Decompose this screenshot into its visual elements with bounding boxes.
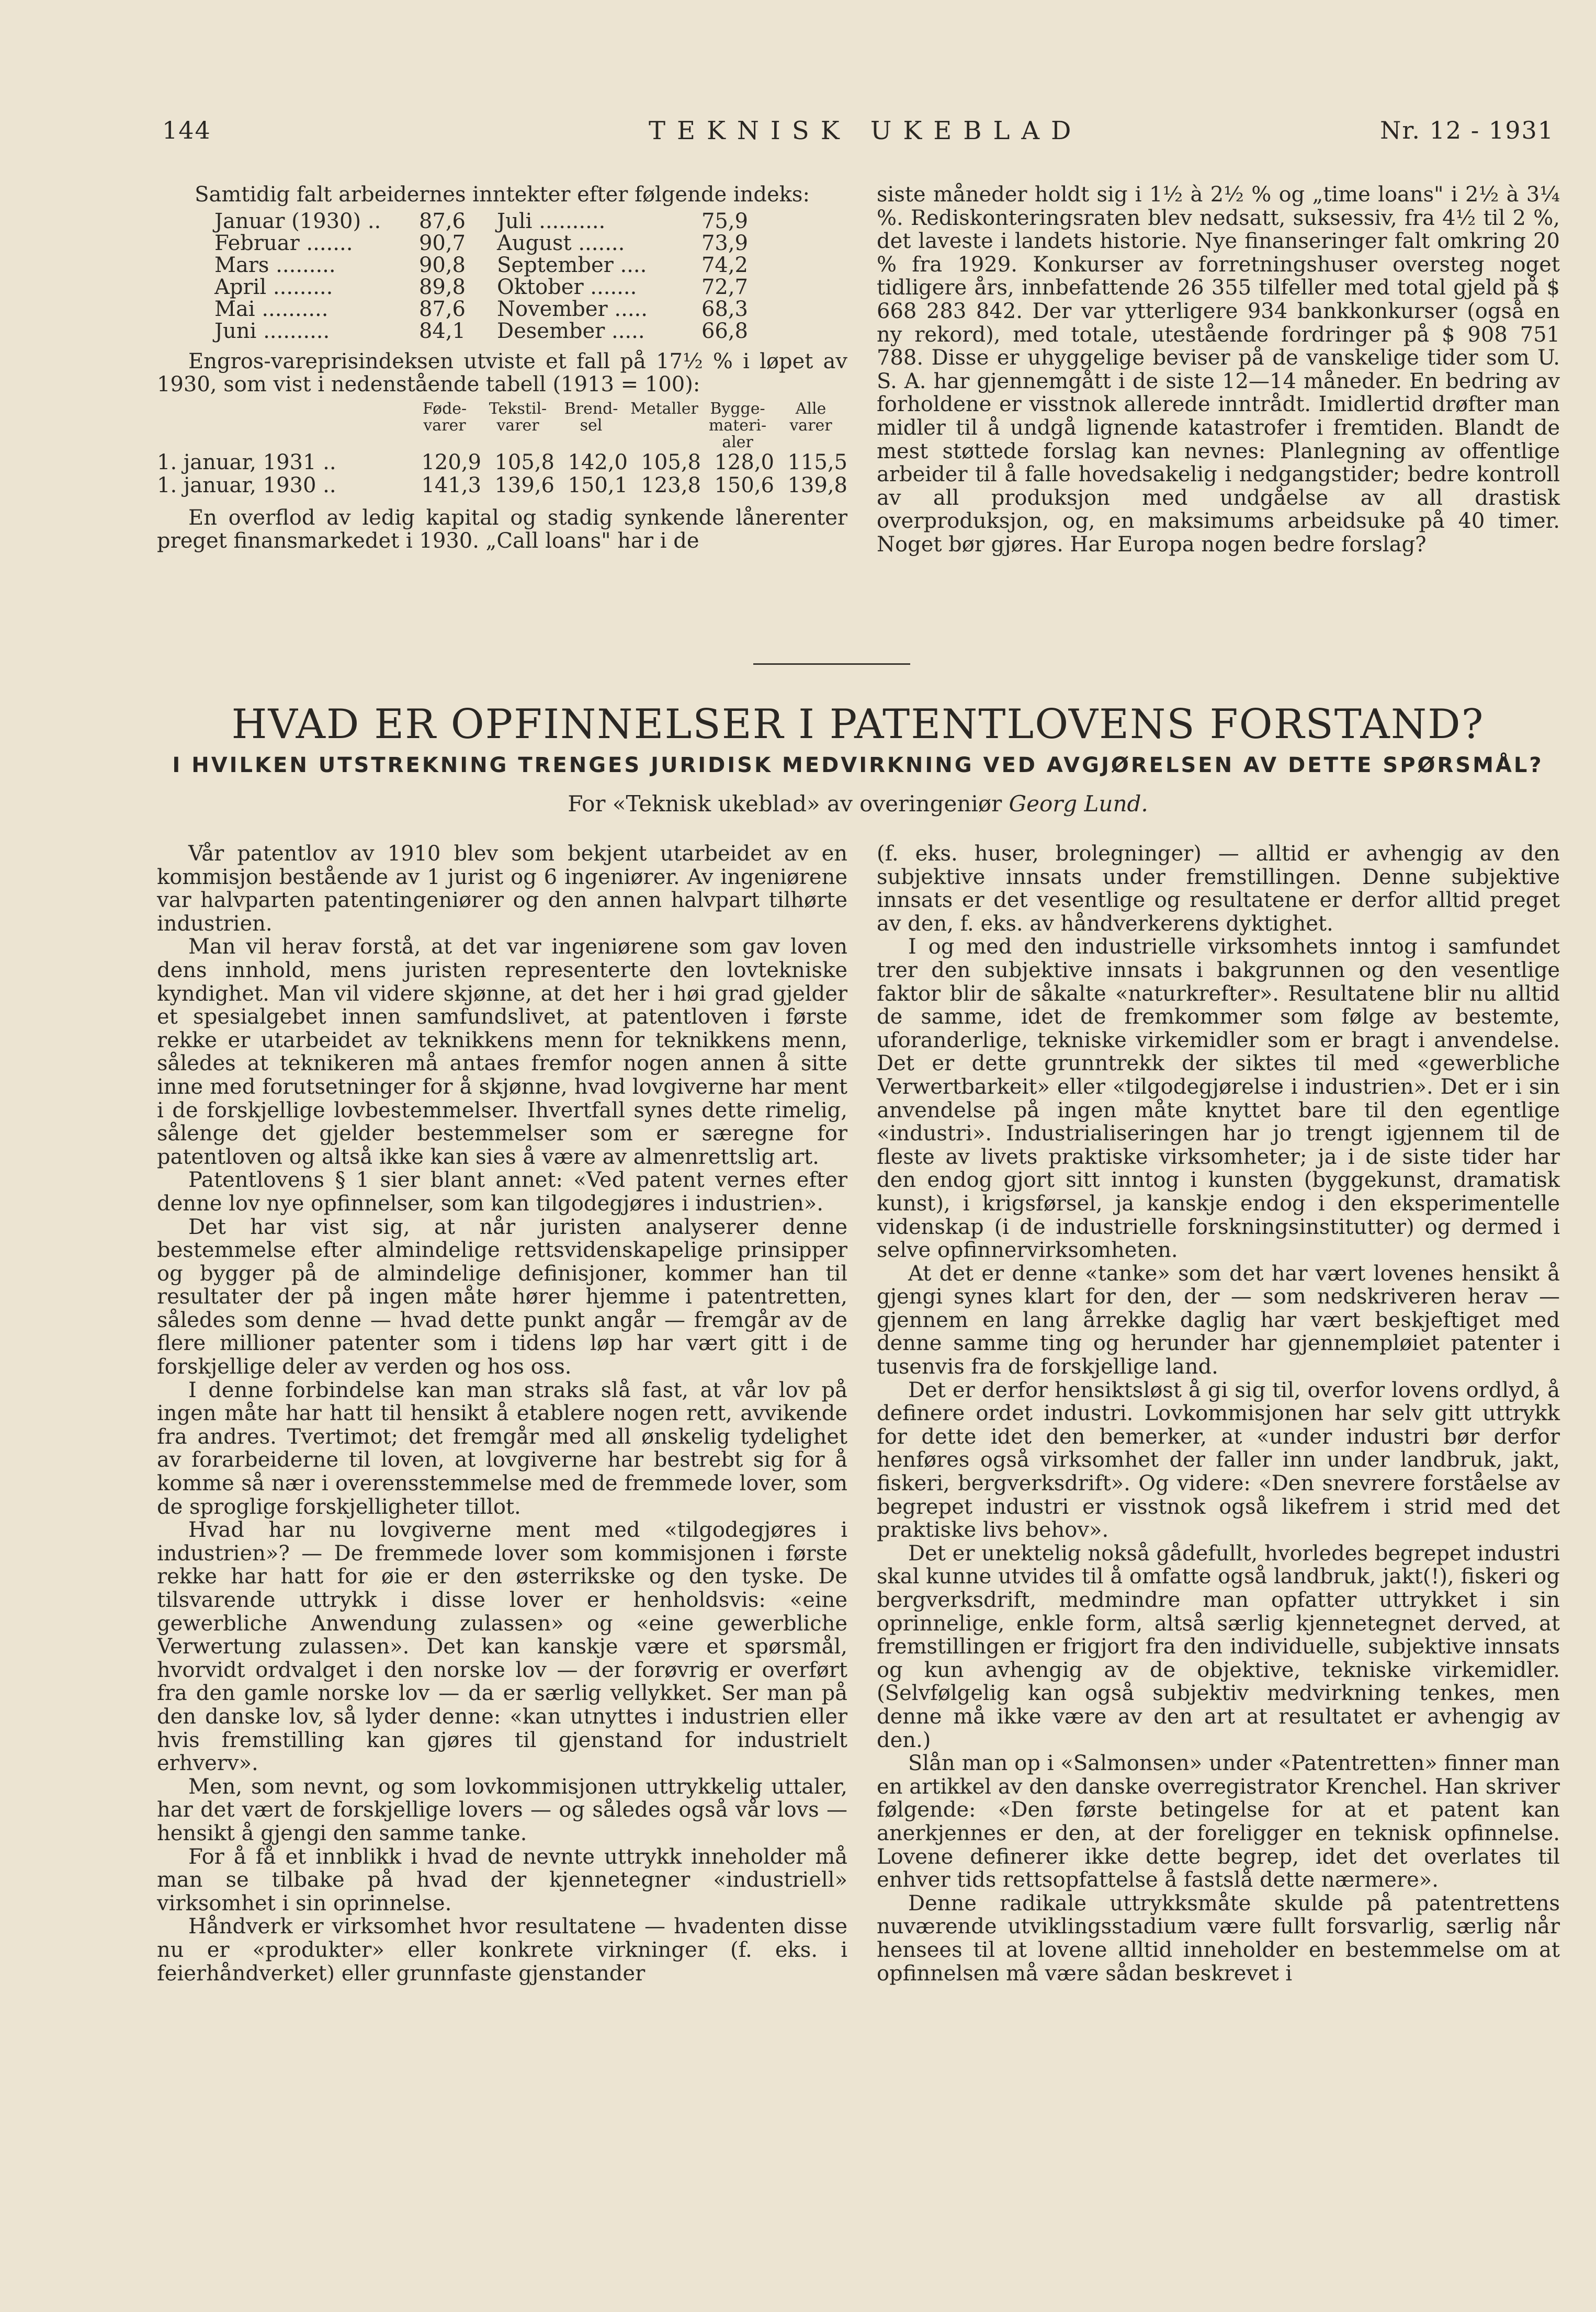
- index-month: Oktober .......: [497, 275, 637, 299]
- page-header: [157, 116, 1554, 153]
- index-month: August .......: [497, 231, 625, 255]
- income-index-second-half: [497, 210, 748, 342]
- article-paragraph: I og med den industrielle virksomhets inntog i samfundet trer den subjektive innsats i bakgrunnen og den vesentlige faktor blir de såkalte «naturkrefter». Resultatene blir nu alltid de samme, idet de fremkommer som følge av bestemte, uforanderlige, tekniske virkemidler som er bragt i anvendelse. Det er dette grunntrekk der siktes til med «gewerbliche Verwertbarkeit» eller «tilgodegjørelse i industrien». Det er i sin anvendelse på ingen måte knyttet bare til den egentlige «industri». Industrialiseringen har jo trengt igjennem til de fleste av livets praktiske virksomheter; ja i de siste tider har den endog gjort sitt inntog i kunsten (byggekunst, dramatisk kunst), i krigsførsel, ja kanskje endog i den eksperimentelle videnskap (i de industrielle forskningsinstitutter) og dermed i selve opfinnervirksomheten.: [877, 935, 1560, 1263]
- income-index-row: [497, 298, 748, 320]
- index-value: 74,2: [701, 253, 748, 277]
- wholesale-column-header: Metaller: [630, 399, 698, 418]
- index-value: 84,1: [418, 319, 466, 343]
- income-index-row: [497, 320, 748, 342]
- income-index-row: [497, 210, 748, 232]
- index-value: 87,6: [418, 209, 466, 233]
- article-subtitle: I HVILKEN UTSTREKNING TRENGES JURIDISK MEDVIRKNING VED AVGJØRELSEN AV DETTE SPØRSMÅL?: [172, 753, 1544, 777]
- index-month: April .........: [214, 275, 333, 299]
- section1-right-column: [877, 183, 1560, 557]
- income-index-row: [214, 276, 466, 298]
- wholesale-cell: 139,6: [494, 473, 554, 497]
- article-paragraph: Slån man op i «Salmonsen» under «Patentretten» finner man en artikkel av den danske overregistrator Krenchel. Han skriver følgende: «Den første betingelse for at et patent kan anerkjennes er den, at der foreligger en teknisk opfinnelse. Lovene definerer ikke dette begrep, idet det overlates til enhver tids rettsopfattelse å fastslå dette nærmere».: [877, 1751, 1560, 1892]
- wholesale-table: [157, 401, 847, 497]
- article-title: HVAD ER OPFINNELSER I PATENTLOVENS FORSTAND?: [231, 701, 1485, 748]
- wholesale-table-row: [157, 474, 847, 497]
- index-month: Juli ..........: [497, 209, 606, 233]
- article-paragraph: I denne forbindelse kan man straks slå fast, at vår lov på ingen måte har hatt til hensikt å etablere nogen rett, avvikende fra andres. Tvertimot; det fremgår med all ønskelig tydelighet av forarbeiderne til loven, at lovgiverne har bestrebt sig for å komme så nær i overensstemmelse med de fremmede lover, som de sproglige forskjelligheter tillot.: [157, 1378, 847, 1519]
- index-value: 87,6: [418, 297, 466, 321]
- wholesale-cell: 141,3: [421, 473, 481, 497]
- section-divider: [753, 663, 910, 665]
- article-paragraph: (f. eks. huser, brolegninger) — alltid er avhengig av den subjektive innsats under fremstillingen. Denne subjektive innsats er det vesentlige og resultatene er derfor alltid preget av den, f. eks. av håndverkerens dyktighet.: [877, 842, 1560, 936]
- wholesale-cell: 139,8: [787, 473, 847, 497]
- wholesale-column-header: Alle varer: [789, 399, 832, 435]
- index-value: 72,7: [701, 275, 748, 299]
- wholesale-column-header: Brend-sel: [564, 399, 618, 435]
- index-value: 90,8: [418, 253, 466, 277]
- wholesale-cell: 105,8: [494, 450, 554, 474]
- article-left-column: [157, 842, 847, 1985]
- article-paragraph: Patentlovens § 1 sier blant annet: «Ved patent vernes efter denne lov nye opfinnelser, som kan tilgodegjøres i industrien».: [157, 1168, 847, 1216]
- wholesale-column-header: Tekstil-varer: [489, 399, 547, 435]
- index-month: Januar (1930) ..: [214, 209, 381, 233]
- article-paragraph: Det er derfor hensiktsløst å gi sig til, overfor lovens ordlyd, å definere ordet industri. Lovkommisjonen har selv gitt uttrykk for dette idet den bemerker, at «under industri bør derfor henføres også virksomhet der faller inn under landbruk, jakt, fiskeri, bergverksdrift». Og videre: «Den snevrere forståelse av begrepet industri er visstnok også likefrem i strid med det praktiske livs behov».: [877, 1378, 1560, 1543]
- wholesale-cell: 142,0: [568, 450, 628, 474]
- index-month: Desember .....: [497, 319, 645, 343]
- index-month: Februar .......: [214, 231, 353, 255]
- byline-prefix: For «Teknisk ukeblad» av overingeniør: [568, 791, 1002, 817]
- index-value: 75,9: [701, 209, 748, 233]
- wholesale-cell: 120,9: [421, 450, 481, 474]
- income-index-first-half: [214, 210, 466, 342]
- wholesale-cell: 123,8: [641, 473, 701, 497]
- section1-left-column: [157, 183, 847, 553]
- wholesale-row-label: 1. januar, 1931 ..: [157, 450, 336, 474]
- wholesale-table-row: [157, 451, 847, 474]
- wholesale-column-header: Føde-varer: [422, 399, 467, 435]
- article-paragraph: Det er unektelig nokså gådefullt, hvorledes begrepet industri skal kunne utvides til å omfatte også landbruk, jakt(!), fiskeri og bergverksdrift, medmindre man opfatter uttrykket i sin oprinnelige, enkle form, altså særlig kjennetegnet derved, at fremstillingen er frigjort fra den individuelle, subjektive innsats og kun avhengig av de objektive, tekniske virkemidler. (Selvfølgelig kan også subjektiv medvirkning tenkes, men denne må ikke være av den art at resultatet er avhengig av den.): [877, 1541, 1560, 1752]
- article-paragraph: Denne radikale uttrykksmåte skulde på patentrettens nuværende utviklingsstadium være fullt forsvarlig, særlig når hensees til at lovene alltid inneholder en bestemmelse om at opfinnelsen må være sådan beskrevet i: [877, 1891, 1560, 1986]
- article-paragraph: Det har vist sig, at når juristen analyserer denne bestemmelse efter almindelige rettsvidenskapelige prinsipper og bygger på de almindelige definisjoner, kommer han til resultater der på ingen måte hører hjemme i patentretten, således som denne — hvad dette punkt angår — fremgår av de flere millioner patenter som i tidens løp har vært gitt i de forskjellige deler av verden og hos oss.: [157, 1215, 847, 1379]
- index-value: 66,8: [701, 319, 748, 343]
- wholesale-cell: 128,0: [714, 450, 774, 474]
- income-index-intro: Samtidig falt arbeidernes inntekter efter følgende indeks:: [195, 183, 810, 207]
- index-value: 73,9: [701, 231, 748, 255]
- income-index-row: [214, 210, 466, 232]
- journal-title: TEKNISK UKEBLAD: [649, 116, 1083, 145]
- article-paragraph: For å få et innblikk i hvad de nevnte uttrykk inneholder må man se tilbake på hvad der kjennetegner «industriell» virksomhet i sin oprinnelse.: [157, 1844, 847, 1916]
- index-month: Mai ..........: [214, 297, 329, 321]
- wholesale-intro: Engros-vareprisindeksen utviste et fall på 17½ % i løpet av 1930, som vist i nedenstående tabell (1913 = 100):: [157, 349, 847, 397]
- section1-left-tail: En overflod av ledig kapital og stadig synkende lånerenter preget finansmarkedet i 1930. „Call loans" har i de: [157, 505, 847, 553]
- article-paragraph: Håndverk er virksomhet hvor resultatene — hvadenten disse nu er «produkter» eller konkrete virkninger (f. eks. i feierhåndverket) eller grunnfaste gjenstander: [157, 1914, 847, 1986]
- index-month: September ....: [497, 253, 647, 277]
- index-value: 89,8: [418, 275, 466, 299]
- wholesale-cell: 115,5: [787, 450, 847, 474]
- article-byline: [157, 791, 1559, 817]
- article-paragraph: Men, som nevnt, og som lovkommisjonen uttrykkelig uttaler, har det vært de forskjellige lovers — og således også vår lovs — hensikt å gjengi den samme tanke.: [157, 1774, 847, 1845]
- page-number: 144: [162, 116, 211, 144]
- article-paragraph: At det er denne «tanke» som det har vært lovenes hensikt å gjengi synes klart for den, der — som nedskriveren herav — gjennem en lang årrekke daglig har vært beskjeftiget med denne samme ting og herunder har gjennempløiet patenter i tusenvis fra de forskjellige land.: [877, 1261, 1560, 1379]
- income-index-row: [497, 232, 748, 254]
- issue-number: Nr. 12 - 1931: [1380, 116, 1554, 144]
- index-month: November .....: [497, 297, 648, 321]
- article-paragraph: Hvad har nu lovgiverne ment med «tilgodegjøres i industrien»? — De fremmede lover som kommisjonen i første rekke har hatt for øie er den østerrikske og den tyske. De tilsvarende uttrykk i disse lover er henholdsvis: «eine gewerbliche Anwendung zulassen» og «eine gewerbliche Verwertung zulassen». Det kan kanskje være et spørsmål, hvorvidt ordvalget i den norske lov — der forøvrig er overført fra den gamle norske lov — da er særlig vellykket. Ser man på den danske lov, så lyder denne: «kan utnyttes i industrien eller hvis fremstilling kan gjøres til gjenstand for industrielt erhverv».: [157, 1518, 847, 1776]
- income-index-row: [214, 232, 466, 254]
- income-index-row: [497, 276, 748, 298]
- byline-author: Georg Lund.: [1009, 791, 1148, 817]
- income-index-table: [157, 210, 847, 342]
- index-value: 68,3: [701, 297, 748, 321]
- article-right-column: [877, 842, 1560, 1985]
- wholesale-table-body: [157, 451, 847, 497]
- index-month: Mars .........: [214, 253, 336, 277]
- article-paragraph: Vår patentlov av 1910 blev som bekjent utarbeidet av en kommisjon bestående av 1 jurist og 6 ingeniører. Av ingeniørene var halvparten patentingeniører og den annen halvpart tilhørte industrien.: [157, 842, 847, 936]
- index-value: 90,7: [418, 231, 466, 255]
- wholesale-column-header: Bygge-materi-aler: [708, 399, 767, 451]
- article-paragraph: Man vil herav forstå, at det var ingeniørene som gav loven dens innhold, mens juristen representerte den lovtekniske kyndighet. Man vil videre skjønne, at det her i høi grad gjelder et spesialgebet innen samfundslivet, at patentloven i første rekke er utarbeidet av teknikkens menn for teknikkens menn, således at teknikeren må antaes fremfor nogen annen å sitte inne med forutsetninger for å skjønne, hvad lovgiverne har ment i de forskjellige lovbestemmelser. Ihvertfall synes dette rimelig, sålenge det gjelder bestemmelser som er særegne for patentloven og altså ikke kan sies å være av almenrettslig art.: [157, 935, 847, 1169]
- wholesale-cell: 150,1: [568, 473, 628, 497]
- wholesale-cell: 105,8: [641, 450, 701, 474]
- index-month: Juni ..........: [214, 319, 330, 343]
- income-index-row: [214, 298, 466, 320]
- income-index-row: [214, 320, 466, 342]
- wholesale-table-headers: [157, 401, 847, 451]
- section1-right-text: siste måneder holdt sig i 1½ à 2½ % og „time loans" i 2½ à 3¼ %. Rediskonteringsraten blev nedsatt, suksessiv, fra 4½ til 2 %, det laveste i landets historie. Nye finanseringer falt omkring 20 % fra 1929. Konkurser av forretningshuser oversteg noget tidligere års, innbefattende 26 355 tilfeller med total gjeld på $ 668 283 842. Der var ytterligere 934 bankkonkurser (også en ny rekord), med totale, utestående fordringer på $ 908 751 788. Disse er uhyggelige beviser på de vanskelige tider som U. S. A. har gjennemgått i de siste 12—14 måneder. En bedring av forholdene er visstnok allerede inntrådt. Imidlertid drøfter man midler til å undgå lignende katastrofer i fremtiden. Blandt de mest støttede forslag kan nevnes: Planlegning av offentlige arbeider til å falle hovedsakelig i nedgangstider; bedre kontroll av all produksjon med undgåelse av all drastisk overproduksjon, og, en maksimums arbeidsuke på 40 timer. Noget bør gjøres. Har Europa nogen bedre forslag?: [877, 183, 1560, 557]
- wholesale-row-label: 1. januar, 1930 ..: [157, 473, 336, 497]
- income-index-row: [214, 254, 466, 276]
- wholesale-cell: 150,6: [714, 473, 774, 497]
- income-index-row: [497, 254, 748, 276]
